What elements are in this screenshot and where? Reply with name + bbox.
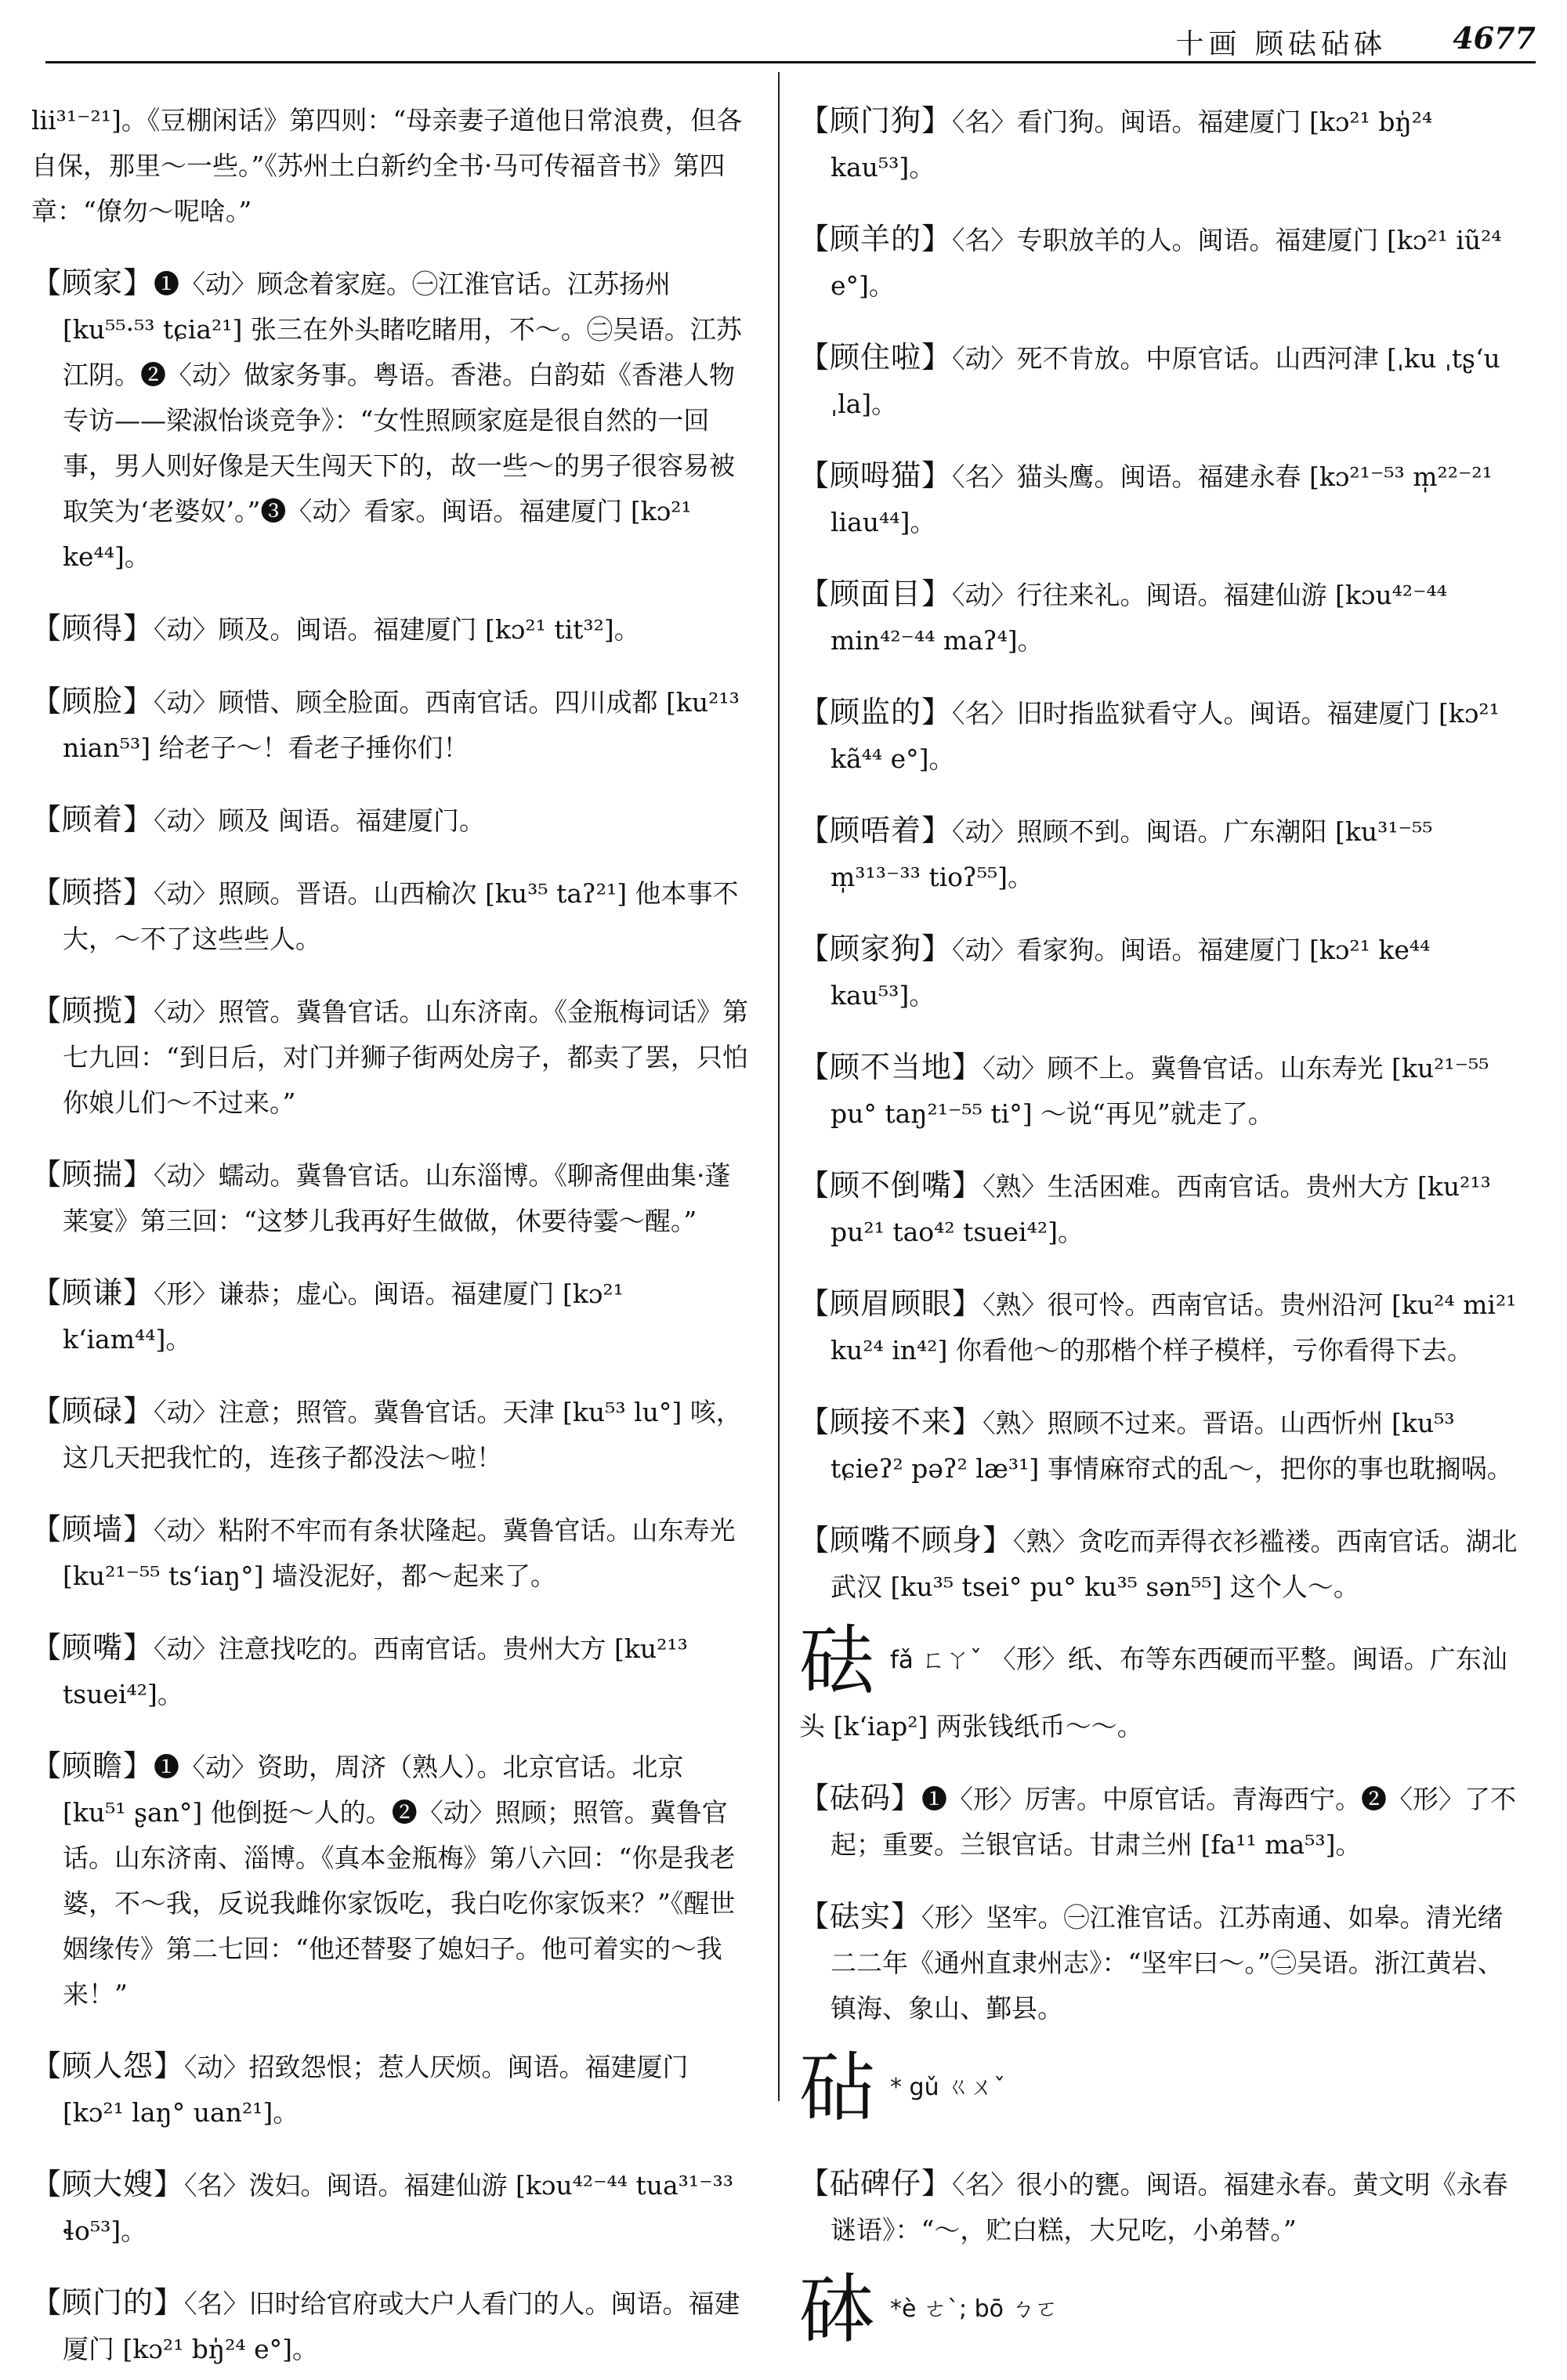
headword: 【 顾人怨 】 xyxy=(31,2049,184,2083)
entry-text: 〈名〉看门狗。闽语。福建厦门 [kɔ²¹ bŋ̍²⁴ kau⁵³]。 xyxy=(831,107,1433,183)
head-character: 砵 xyxy=(799,2266,874,2353)
headword: 【 顾揣 】 xyxy=(31,1157,154,1192)
entry-text: 〈动〉顾及。闽语。福建厦门 [kɔ²¹ tit³²]。 xyxy=(154,614,640,645)
dictionary-entry xyxy=(31,1506,752,1599)
entry-text: 〈动〉照顾。晋语。山西榆次 [ku³⁵ taʔ²¹] 他本事不大，～不了这些些人。 xyxy=(63,878,739,954)
dictionary-entry xyxy=(799,1775,1520,1868)
dictionary-entry xyxy=(799,1894,1520,2031)
header-rule xyxy=(45,61,1536,63)
headword: 【 顾羊的 】 xyxy=(799,222,952,256)
headword: 【 顾嘴不顾身 】 xyxy=(799,1523,1013,1557)
entry-text: 〈动〉死不肯放。中原官话。山西河津 [ˌku ˌtʂ‘u ˌla]。 xyxy=(831,343,1500,419)
dictionary-entry xyxy=(31,797,752,844)
dictionary-entry xyxy=(31,988,752,1126)
headword: 【 顾大嫂 】 xyxy=(31,2167,184,2201)
headword: 【 顾脸 】 xyxy=(31,684,154,718)
dictionary-entry xyxy=(31,98,752,234)
headword: 【 顾门的 】 xyxy=(31,2285,184,2320)
dictionary-entry xyxy=(799,335,1520,427)
entry-text: 〈名〉泼妇。闽语。福建仙游 [kɔu⁴²⁻⁴⁴ tua³¹⁻³³ ɬo⁵³]。 xyxy=(63,2170,733,2246)
headword: 【 砝码 】 xyxy=(799,1781,921,1815)
head-character: 砝 xyxy=(799,1617,874,1705)
dictionary-entry xyxy=(799,1044,1520,1137)
dictionary-entry xyxy=(799,216,1520,309)
dictionary-entry xyxy=(799,571,1520,664)
dictionary-entry xyxy=(31,260,752,580)
entry-text: 〈动〉看家狗。闽语。福建厦门 [kɔ²¹ ke⁴⁴ kau⁵³]。 xyxy=(831,935,1431,1011)
right-column xyxy=(799,72,1520,2356)
entry-text: 〈名〉旧时指监狱看守人。闽语。福建厦门 [kɔ²¹ kã⁴⁴ e°]。 xyxy=(831,698,1500,774)
entry-text: ❶〈动〉顾念着家庭。㊀江淮官话。江苏扬州 [ku⁵⁵·⁵³ tɕia²¹] 张三在外头睹吃睹用，不～。㊁吴语。江苏江阴。❷〈动〉做家务事。粤语。香港。白韵茹《香港人物专访——梁淑怡谈竞争》：“女性照顾家庭是很自然的一回事，男人则好像是天生闯天下的，故一些～的男子很容易被取笑为‘老婆奴’。”❸〈动〉看家。闽语。福建厦门 [kɔ²¹ ke⁴⁴]。 xyxy=(63,269,742,572)
character-pronunciation: *è ㄜˋ; bō ㄅㄛ xyxy=(890,2295,1059,2323)
headword: 【 顾监的 】 xyxy=(799,695,952,729)
headword: 【 顾住啦 】 xyxy=(799,340,952,374)
entry-text: 〈熟〉照顾不过来。晋语。山西忻州 [ku⁵³ tɕieʔ² pəʔ² læ³¹] 事情麻帘式的乱～，把你的事也耽搁㖞。 xyxy=(831,1408,1513,1484)
entry-text: 〈名〉很小的甕。闽语。福建永春。黄文明《永春谜语》：“～，贮白糕，大兄吃，小弟替。” xyxy=(831,2169,1508,2245)
entry-text: 〈熟〉贪吃而弄得衣衫褴褛。西南官话。湖北武汉 [ku³⁵ tsei° pu° ku³⁵ sən⁵⁵] 这个人～。 xyxy=(831,1526,1518,1602)
dictionary-entry xyxy=(799,1163,1520,1255)
dictionary-entry xyxy=(31,1743,752,2017)
entry-text: 〈形〉谦恭；虚心。闽语。福建厦门 [kɔ²¹ k‘iam⁴⁴]。 xyxy=(63,1279,624,1355)
headword: 【 顾家狗 】 xyxy=(799,931,952,966)
headword: 【 顾呣猫 】 xyxy=(799,458,952,493)
dictionary-entry xyxy=(799,926,1520,1018)
character-entry-fa xyxy=(799,1618,1520,1749)
entry-text: 〈动〉照管。冀鲁官话。山东济南。《金瓶梅词话》第七九回：“到日后，对门并狮子街两处房子，都卖了罢，只怕你娘儿们～不过来。” xyxy=(63,996,749,1118)
dictionary-entry xyxy=(799,98,1520,190)
dictionary-entry xyxy=(799,2161,1520,2253)
headword: 【 顾谦 】 xyxy=(31,1275,154,1310)
character-pronunciation: fǎ ㄈㄚˇ xyxy=(890,1646,983,1674)
dictionary-entry xyxy=(31,870,752,962)
entry-text: 〈名〉旧时给官府或大户人看门的人。闽语。福建厦门 [kɔ²¹ bŋ̍²⁴ e°]。 xyxy=(63,2288,740,2364)
dictionary-entry xyxy=(31,1388,752,1481)
headword: 【 顾接不来 】 xyxy=(799,1405,983,1439)
entry-text: 〈动〉顾及 闽语。福建厦门。 xyxy=(154,805,486,836)
left-column xyxy=(31,72,752,2380)
entry-text: 〈动〉注意；照管。冀鲁官话。天津 [ku⁵³ lu°] 咳，这几天把我忙的，连孩子都没法～啦！ xyxy=(63,1397,742,1473)
column-divider xyxy=(778,72,780,2101)
headword: 【 顾不当地 】 xyxy=(799,1050,983,1084)
entry-text: 〈动〉招致怨恨；惹人厌烦。闽语。福建厦门 [kɔ²¹ laŋ° uan²¹]。 xyxy=(63,2052,689,2128)
entry-text: 〈动〉注意找吃的。西南官话。贵州大方 [ku²¹³ tsuei⁴²]。 xyxy=(63,1633,688,1709)
headword: 【 顾瞻 】 xyxy=(31,1749,154,1783)
headword: 【 顾不倒嘴 】 xyxy=(799,1168,983,1203)
headword: 【 顾搭 】 xyxy=(31,875,154,910)
headword: 【 顾眉顾眼 】 xyxy=(799,1286,983,1321)
dictionary-entry xyxy=(799,808,1520,900)
entry-text: ❶〈形〉厉害。中原官话。青海西宁。❷〈形〉了不起；重要。兰银官话。甘肃兰州 [fa¹¹ ma⁵³]。 xyxy=(831,1784,1517,1860)
dictionary-entry xyxy=(31,2161,752,2254)
entry-text: 〈名〉猫头鹰。闽语。福建永春 [kɔ²¹⁻⁵³ m̩²²⁻²¹ liau⁴⁴]。 xyxy=(831,461,1493,537)
head-character: 砧 xyxy=(799,2044,874,2132)
entry-text: lii³¹⁻²¹]。《豆棚闲话》第四则：“母亲妻子道他日常浪费，但各自保，那里～一些。”《苏州土白新约全书·马可传福音书》第四章：“僚勿～呢啥。” xyxy=(31,105,743,226)
dictionary-entry xyxy=(799,1399,1520,1492)
entry-text: ❶〈动〉资助，周济（熟人）。北京官话。北京 [ku⁵¹ ʂan°] 他倒挺～人的。❷〈动〉照顾；照管。冀鲁官话。山东济南、淄博。《真本金瓶梅》第八六回：“你是我老婆，不～我，反说我雌你家饭吃，我白吃你家饭来？”《醒世姻缘传》第二七回：“他还替娶了媳妇子。他可着实的～我来！” xyxy=(63,1752,736,2009)
page-header xyxy=(47,14,1536,61)
entry-text: 〈动〉行往来礼。闽语。福建仙游 [kɔu⁴²⁻⁴⁴ min⁴²⁻⁴⁴ maʔ⁴]。 xyxy=(831,580,1447,656)
entry-text: 〈动〉蠕动。冀鲁官话。山东淄博。《聊斋俚曲集·蓬莱宴》第三回：“这梦儿我再好生做做，休要待霎～醒。” xyxy=(63,1160,731,1236)
character-entry-gu xyxy=(799,2039,1520,2135)
headword: 【 顾墙 】 xyxy=(31,1512,154,1546)
dictionary-entry xyxy=(31,1152,752,1244)
headword: 【 顾揽 】 xyxy=(31,993,154,1028)
entry-text: 〈动〉粘附不牢而有条状隆起。冀鲁官话。山东寿光 [ku²¹⁻⁵⁵ ts‘iaŋ°] 墙没泥好，都～起来了。 xyxy=(63,1515,736,1591)
entry-text: 〈形〉纸、布等东西硬而平整。闽语。广东汕头 [k‘iap²] 两张钱纸币～～。 xyxy=(799,1644,1507,1742)
dictionary-entry xyxy=(31,678,752,771)
dictionary-entry xyxy=(799,453,1520,545)
headword: 【 砝实 】 xyxy=(799,1899,921,1933)
headword: 【 顾着 】 xyxy=(31,802,154,837)
running-title: 十画 顾砝砧砵 xyxy=(1175,28,1387,60)
dictionary-entry xyxy=(31,606,752,653)
entry-text: 〈动〉顾不上。冀鲁官话。山东寿光 [ku²¹⁻⁵⁵ pu° taŋ²¹⁻⁵⁵ ti°] ～说“再见”就走了。 xyxy=(831,1053,1489,1129)
page-number: 4677 xyxy=(1453,20,1536,56)
headword: 【 顾嘴 】 xyxy=(31,1630,154,1665)
entry-text: 〈动〉照顾不到。闽语。广东潮阳 [ku³¹⁻⁵⁵ m̩³¹³⁻³³ tioʔ⁵⁵]。 xyxy=(831,816,1433,892)
dictionary-entry xyxy=(799,689,1520,782)
entry-text: 〈形〉坚牢。㊀江淮官话。江苏南通、如皋。清光绪二二年《通州直隶州志》：“坚牢曰～。”㊁吴语。浙江黄岩、镇海、象山、鄞县。 xyxy=(831,1902,1504,2024)
entry-text: 〈熟〉很可怜。西南官话。贵州沿河 [ku²⁴ mi²¹ ku²⁴ in⁴²] 你看他～的那楷个样子模样，亏你看得下去。 xyxy=(831,1289,1517,1365)
headword: 【 顾家 】 xyxy=(31,266,154,300)
entry-text: 〈熟〉生活困难。西南官话。贵州大方 [ku²¹³ pu²¹ tao⁴² tsuei⁴²]。 xyxy=(831,1171,1491,1247)
headword: 【 砧碑仔 】 xyxy=(799,2166,952,2201)
entry-text: 〈动〉顾惜、顾全脸面。西南官话。四川成都 [ku²¹³ nian⁵³] 给老子～！看老子捶你们！ xyxy=(63,687,740,763)
dictionary-entry xyxy=(799,1281,1520,1373)
headword: 【 顾门狗 】 xyxy=(799,103,952,138)
character-entry-bo xyxy=(799,2261,1520,2356)
headword: 【 顾面目 】 xyxy=(799,577,952,611)
dictionary-entry xyxy=(31,2043,752,2136)
headword: 【 顾唔着 】 xyxy=(799,813,952,848)
dictionary-entry xyxy=(31,1270,752,1362)
entry-text: 〈名〉专职放羊的人。闽语。福建厦门 [kɔ²¹ iũ²⁴ e°]。 xyxy=(831,225,1502,301)
headword: 【 顾碌 】 xyxy=(31,1394,154,1428)
dictionary-entry xyxy=(799,1517,1520,1610)
dictionary-entry xyxy=(31,1625,752,1717)
character-pronunciation: * gǔ ㄍㄨˇ xyxy=(890,2074,1006,2101)
headword: 【 顾得 】 xyxy=(31,611,154,646)
dictionary-entry xyxy=(31,2280,752,2372)
